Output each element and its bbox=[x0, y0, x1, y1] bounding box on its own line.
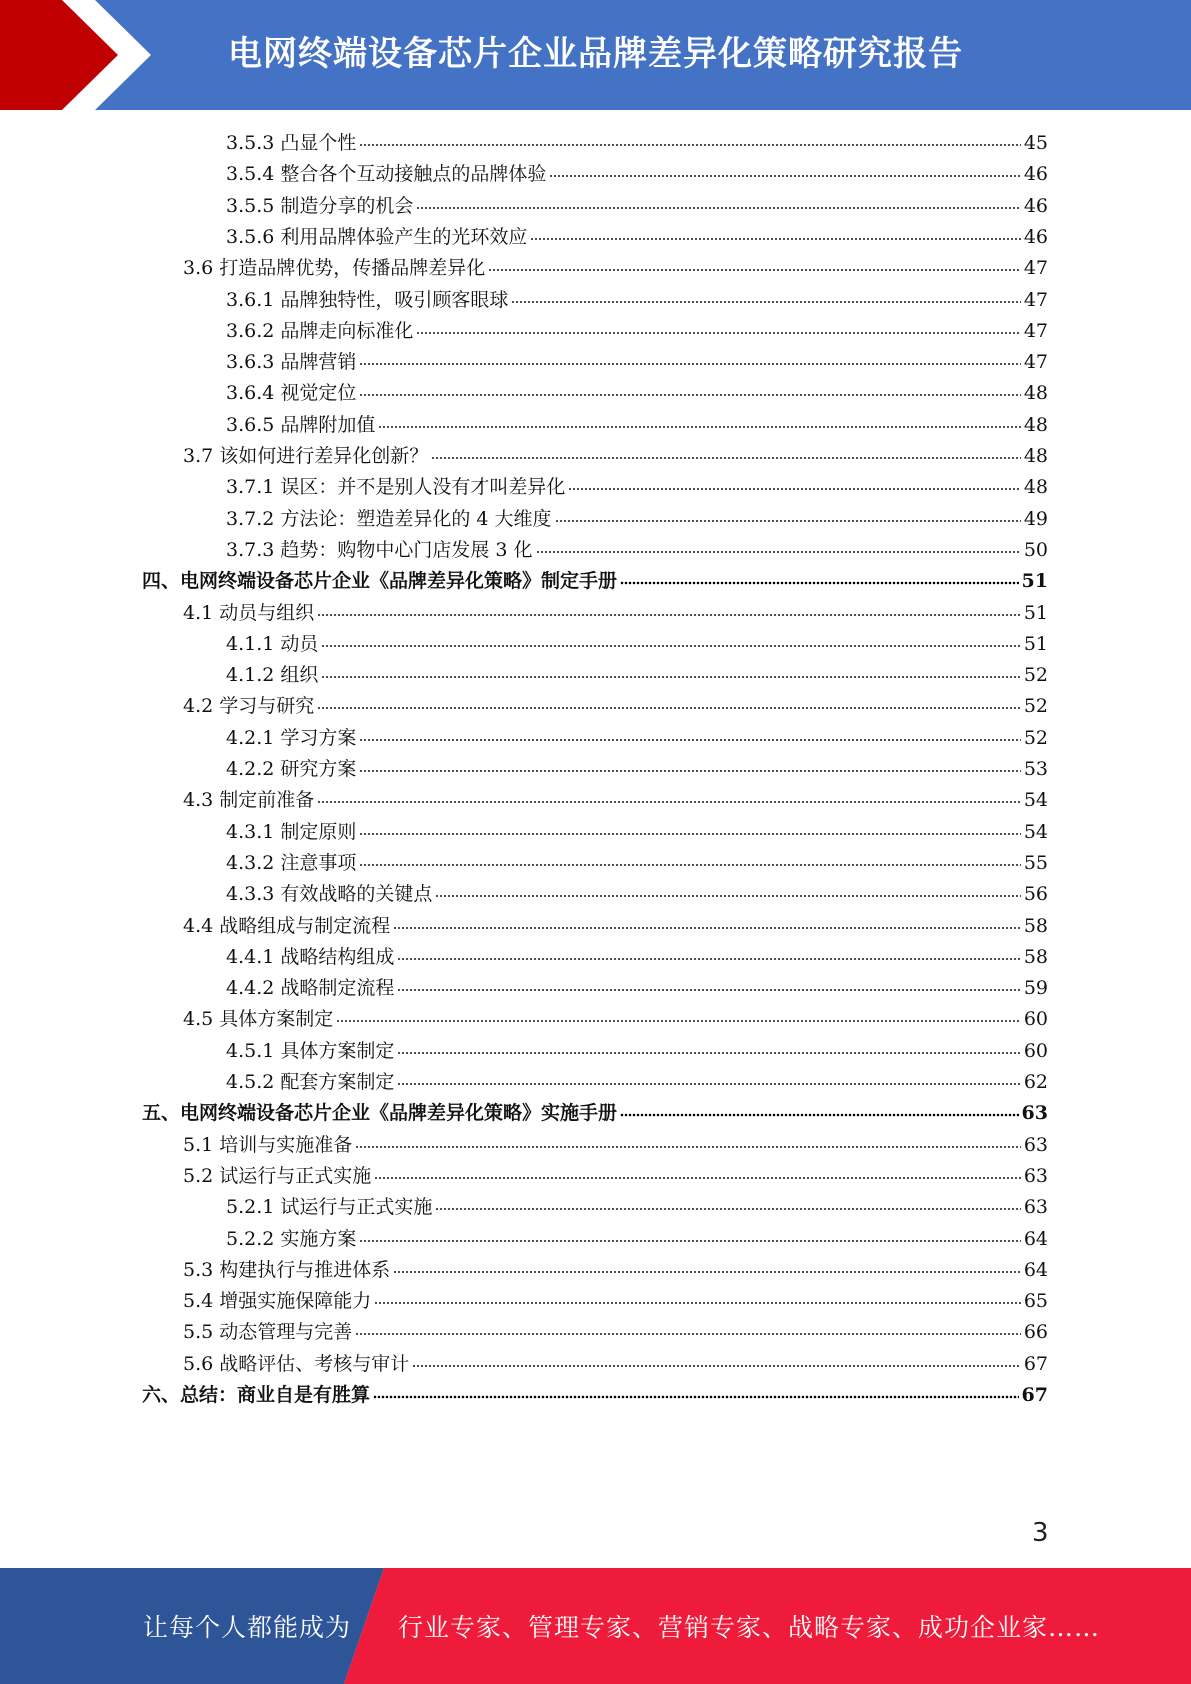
toc-dot-leader bbox=[568, 487, 1020, 491]
toc-entry[interactable] bbox=[183, 1130, 1048, 1161]
toc-entry[interactable] bbox=[226, 973, 1048, 1004]
toc-entry[interactable] bbox=[226, 1192, 1048, 1223]
toc-entry[interactable] bbox=[142, 566, 1048, 597]
toc-entry[interactable] bbox=[226, 222, 1048, 253]
toc-dot-leader bbox=[620, 1113, 1019, 1117]
toc-dot-leader bbox=[359, 769, 1020, 773]
toc-entry[interactable] bbox=[226, 504, 1048, 535]
toc-entry-page: 48 bbox=[1023, 413, 1048, 436]
toc-dot-leader bbox=[536, 550, 1021, 554]
toc-entry[interactable] bbox=[226, 191, 1048, 222]
toc-entry[interactable] bbox=[226, 1067, 1048, 1098]
toc-entry-label: 3.7.1 误区：并不是别人没有才叫差异化 bbox=[226, 476, 566, 499]
toc-entry[interactable] bbox=[183, 1161, 1048, 1192]
toc-entry-label: 3.6.5 品牌附加值 bbox=[226, 413, 376, 436]
toc-entry[interactable] bbox=[183, 785, 1048, 816]
toc-dot-leader bbox=[359, 143, 1020, 147]
toc-entry-page: 58 bbox=[1023, 914, 1048, 937]
toc-dot-leader bbox=[373, 1395, 1019, 1399]
toc-entry-label: 4.2.2 研究方案 bbox=[226, 758, 357, 780]
toc-entry-page: 51 bbox=[1021, 570, 1048, 593]
toc-dot-leader bbox=[359, 738, 1020, 742]
toc-dot-leader bbox=[435, 894, 1020, 898]
toc-dot-leader bbox=[355, 1332, 1021, 1336]
toc-dot-leader bbox=[435, 1207, 1020, 1211]
toc-entry[interactable] bbox=[226, 848, 1048, 879]
toc-entry-label: 3.6.2 品牌走向标准化 bbox=[226, 319, 414, 342]
footer-slogan-right: 行业专家、管理专家、营销专家、战略专家、成功企业家…… bbox=[398, 1613, 1101, 1642]
toc-entry-page: 63 bbox=[1023, 1133, 1048, 1156]
toc-entry-label: 4.3.1 制定原则 bbox=[226, 820, 357, 843]
toc-dot-leader bbox=[620, 581, 1019, 585]
header-chevron-icon bbox=[0, 0, 160, 110]
toc-entry[interactable] bbox=[183, 1317, 1048, 1348]
toc-entry[interactable] bbox=[183, 1004, 1048, 1035]
page-header bbox=[0, 0, 1191, 110]
toc-entry-page: 46 bbox=[1023, 225, 1048, 248]
toc-dot-leader bbox=[397, 957, 1020, 961]
toc-entry-label: 3.6.3 品牌营销 bbox=[226, 351, 357, 374]
toc-entry[interactable] bbox=[226, 159, 1048, 190]
toc-entry-label: 4.5.1 具体方案制定 bbox=[226, 1039, 395, 1062]
toc-entry-label: 4.4 战略组成与制定流程 bbox=[183, 914, 391, 937]
toc-entry-label: 四、电网终端设备芯片企业《品牌差异化策略》制定手册 bbox=[142, 570, 618, 593]
toc-entry-label: 5.2.2 实施方案 bbox=[226, 1227, 357, 1250]
toc-dot-leader bbox=[321, 675, 1020, 679]
toc-entry[interactable] bbox=[226, 128, 1048, 159]
toc-entry-page: 55 bbox=[1023, 851, 1048, 874]
toc-entry-page: 64 bbox=[1023, 1258, 1048, 1281]
toc-entry-page: 47 bbox=[1023, 319, 1048, 342]
toc-entry-page: 51 bbox=[1023, 632, 1048, 655]
toc-dot-leader bbox=[555, 519, 1021, 523]
toc-entry[interactable] bbox=[183, 691, 1048, 722]
toc-entry[interactable] bbox=[183, 598, 1048, 629]
toc-dot-leader bbox=[530, 237, 1020, 241]
toc-entry-label: 3.7.3 趋势：购物中心门店发展 3 化 bbox=[226, 538, 533, 561]
toc-entry-label: 5.5 动态管理与完善 bbox=[183, 1321, 353, 1344]
toc-entry-page: 63 bbox=[1023, 1164, 1048, 1187]
toc-entry[interactable] bbox=[226, 347, 1048, 378]
toc-entry-label: 3.7 该如何进行差异化创新？ bbox=[183, 445, 429, 467]
toc-entry[interactable] bbox=[226, 660, 1048, 691]
toc-entry-page: 50 bbox=[1023, 538, 1048, 561]
report-title: 电网终端设备芯片企业品牌差异化策略研究报告 bbox=[228, 34, 963, 74]
toc-entry[interactable] bbox=[226, 472, 1048, 503]
toc-dot-leader bbox=[374, 1176, 1021, 1180]
toc-dot-leader bbox=[511, 300, 1020, 304]
toc-entry-page: 46 bbox=[1023, 194, 1048, 217]
toc-dot-leader bbox=[397, 988, 1020, 992]
page-footer bbox=[0, 1568, 1191, 1684]
toc-entry-page: 60 bbox=[1023, 1039, 1048, 1062]
toc-dot-leader bbox=[378, 425, 1020, 429]
toc-entry[interactable] bbox=[142, 1098, 1048, 1129]
toc-dot-leader bbox=[374, 1301, 1021, 1305]
toc-entry-label: 4.1 动员与组织 bbox=[183, 601, 315, 624]
toc-entry-label: 4.4.2 战略制定流程 bbox=[226, 977, 395, 1000]
toc-entry[interactable] bbox=[226, 535, 1048, 566]
toc-entry[interactable] bbox=[183, 1255, 1048, 1286]
toc-entry[interactable] bbox=[226, 378, 1048, 409]
footer-slogan-left: 让每个人都能成为 bbox=[143, 1613, 352, 1642]
toc-entry-page: 63 bbox=[1021, 1102, 1048, 1125]
toc-entry[interactable] bbox=[226, 817, 1048, 848]
toc-entry-page: 54 bbox=[1023, 820, 1048, 843]
toc-entry-page: 66 bbox=[1023, 1321, 1048, 1344]
toc-dot-leader bbox=[359, 832, 1020, 836]
toc-entry-label: 5.4 增强实施保障能力 bbox=[183, 1290, 372, 1313]
toc-entry[interactable] bbox=[183, 911, 1048, 942]
toc-entry[interactable] bbox=[226, 1224, 1048, 1255]
toc-entry[interactable] bbox=[183, 1349, 1048, 1380]
toc-entry[interactable] bbox=[183, 253, 1048, 284]
toc-entry-label: 五、电网终端设备芯片企业《品牌差异化策略》实施手册 bbox=[142, 1102, 618, 1125]
toc-entry-page: 48 bbox=[1023, 382, 1048, 405]
toc-entry-page: 67 bbox=[1021, 1384, 1048, 1406]
toc-entry-label: 4.1.2 组织 bbox=[226, 664, 319, 687]
toc-entry-label: 3.6 打造品牌优势，传播品牌差异化 bbox=[183, 257, 486, 280]
toc-entry-label: 3.5.6 利用品牌体验产生的光环效应 bbox=[226, 225, 528, 248]
toc-entry-page: 51 bbox=[1023, 601, 1048, 624]
toc-dot-leader bbox=[359, 863, 1020, 867]
toc-dot-leader bbox=[431, 456, 1021, 460]
toc-dot-leader bbox=[336, 1019, 1021, 1023]
toc-entry-label: 4.2 学习与研究 bbox=[183, 695, 315, 718]
toc-dot-leader bbox=[359, 393, 1020, 397]
toc-entry-label: 3.6.4 视觉定位 bbox=[226, 382, 357, 405]
toc-entry-label: 5.6 战略评估、考核与审计 bbox=[183, 1352, 410, 1375]
toc-entry-page: 47 bbox=[1023, 288, 1048, 311]
toc-entry-page: 65 bbox=[1023, 1290, 1048, 1313]
toc-entry[interactable] bbox=[226, 879, 1048, 910]
toc-entry-label: 4.5 具体方案制定 bbox=[183, 1008, 334, 1031]
toc-dot-leader bbox=[393, 1270, 1021, 1274]
toc-entry-label: 3.5.3 凸显个性 bbox=[226, 132, 357, 154]
toc-dot-leader bbox=[416, 206, 1020, 210]
toc-entry-page: 45 bbox=[1023, 132, 1048, 154]
toc-entry-page: 63 bbox=[1023, 1196, 1048, 1219]
toc-entry[interactable] bbox=[226, 1036, 1048, 1067]
toc-entry-page: 49 bbox=[1023, 507, 1048, 530]
toc-dot-leader bbox=[416, 331, 1020, 335]
page-number: 3 bbox=[1032, 1518, 1049, 1548]
toc-entry-label: 3.5.5 制造分享的机会 bbox=[226, 194, 414, 217]
toc-dot-leader bbox=[549, 174, 1020, 178]
toc-entry-page: 62 bbox=[1023, 1071, 1048, 1093]
toc-entry-page: 47 bbox=[1023, 351, 1048, 374]
toc-entry-label: 六、总结：商业自是有胜算 bbox=[142, 1384, 371, 1406]
toc-entry-label: 3.7.2 方法论：塑造差异化的 4 大维度 bbox=[226, 507, 552, 530]
toc-entry-page: 46 bbox=[1023, 163, 1048, 186]
toc-entry-page: 48 bbox=[1023, 445, 1048, 467]
toc-entry-label: 5.2 试运行与正式实施 bbox=[183, 1164, 372, 1187]
toc-entry-label: 4.3.3 有效战略的关键点 bbox=[226, 883, 433, 906]
toc-entry-page: 58 bbox=[1023, 945, 1048, 968]
toc-entry[interactable] bbox=[226, 754, 1048, 785]
toc-dot-leader bbox=[355, 1145, 1021, 1149]
toc-entry[interactable] bbox=[183, 441, 1048, 472]
toc-dot-leader bbox=[317, 613, 1021, 617]
toc-entry[interactable] bbox=[226, 723, 1048, 754]
toc-entry-page: 48 bbox=[1023, 476, 1048, 499]
toc-dot-leader bbox=[412, 1364, 1021, 1368]
toc-entry-page: 64 bbox=[1023, 1227, 1048, 1250]
toc-entry-label: 4.2.1 学习方案 bbox=[226, 726, 357, 749]
toc-entry-page: 54 bbox=[1023, 789, 1048, 812]
toc-entry-page: 52 bbox=[1023, 726, 1048, 749]
toc-entry-label: 4.1.1 动员 bbox=[226, 632, 319, 655]
toc-entry[interactable] bbox=[142, 1380, 1048, 1411]
toc-entry-label: 4.3.2 注意事项 bbox=[226, 851, 357, 874]
toc-entry-page: 52 bbox=[1023, 664, 1048, 687]
toc-entry-label: 3.6.1 品牌独特性，吸引顾客眼球 bbox=[226, 288, 509, 311]
toc-entry-label: 3.5.4 整合各个互动接触点的品牌体验 bbox=[226, 163, 547, 186]
toc-entry[interactable] bbox=[226, 629, 1048, 660]
toc-entry-label: 4.4.1 战略结构组成 bbox=[226, 945, 395, 968]
toc-entry-page: 67 bbox=[1023, 1352, 1048, 1375]
toc-dot-leader bbox=[397, 1051, 1020, 1055]
toc-entry-label: 4.5.2 配套方案制定 bbox=[226, 1071, 395, 1093]
toc-entry-page: 60 bbox=[1023, 1008, 1048, 1031]
toc-dot-leader bbox=[359, 362, 1020, 366]
toc-dot-leader bbox=[488, 268, 1021, 272]
toc-entry-page: 53 bbox=[1023, 758, 1048, 780]
toc-entry-page: 52 bbox=[1023, 695, 1048, 718]
toc-entry[interactable] bbox=[226, 316, 1048, 347]
toc-dot-leader bbox=[321, 644, 1020, 648]
toc-entry-page: 56 bbox=[1023, 883, 1048, 906]
toc-entry-label: 4.3 制定前准备 bbox=[183, 789, 315, 812]
toc-entry-page: 47 bbox=[1023, 257, 1048, 280]
toc-entry[interactable] bbox=[183, 1286, 1048, 1317]
toc-dot-leader bbox=[359, 1239, 1020, 1243]
toc-entry[interactable] bbox=[226, 410, 1048, 441]
toc-entry[interactable] bbox=[226, 942, 1048, 973]
toc-entry-label: 5.2.1 试运行与正式实施 bbox=[226, 1196, 433, 1219]
toc-entry-page: 59 bbox=[1023, 977, 1048, 1000]
toc-entry-label: 5.3 构建执行与推进体系 bbox=[183, 1258, 391, 1281]
toc-entry[interactable] bbox=[226, 285, 1048, 316]
toc-entry-label: 5.1 培训与实施准备 bbox=[183, 1133, 353, 1156]
toc-dot-leader bbox=[393, 926, 1021, 930]
toc-dot-leader bbox=[397, 1082, 1020, 1086]
toc-dot-leader bbox=[317, 706, 1021, 710]
toc-dot-leader bbox=[317, 800, 1021, 804]
